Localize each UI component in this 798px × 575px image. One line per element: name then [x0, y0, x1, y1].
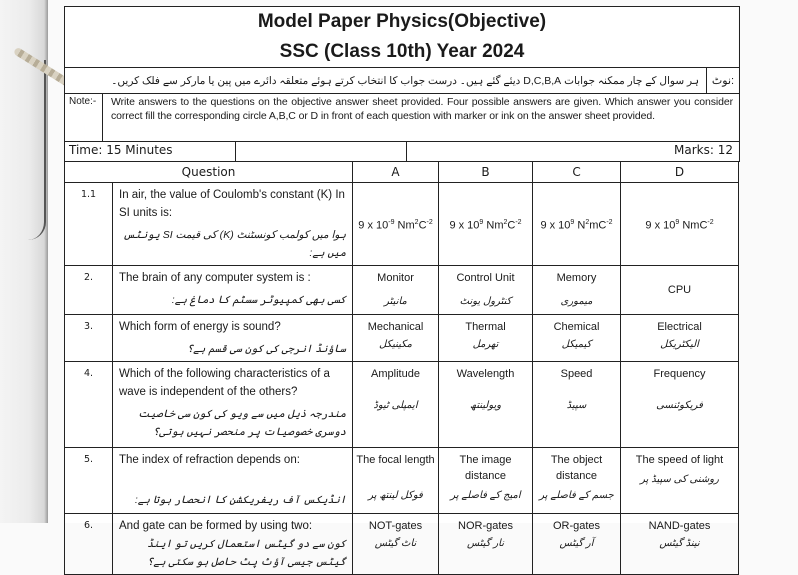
question-text	[113, 362, 353, 448]
question-urdu: ساؤنڈ انرجی کی کون سی قسم ہے؟	[187, 343, 347, 355]
option-a[interactable]: Mechanical مکینیکل	[353, 315, 439, 362]
blank-cell	[235, 142, 407, 162]
option-b[interactable]: Thermal تھرمل	[439, 315, 533, 362]
table-row	[65, 315, 739, 362]
question-text	[113, 183, 353, 266]
header-question: Question	[65, 162, 353, 183]
urdu-instructions-row	[64, 67, 740, 94]
option-d[interactable]: Electrical الیکٹریکل	[621, 315, 739, 362]
question-urdu: کسی بھی کمپیوٹر سسٹم کا دماغ ہے:	[171, 294, 347, 306]
question-english: In air, the value of Coulomb's constant (K) In SI units is:	[119, 189, 345, 219]
header-option-a: A	[353, 162, 439, 183]
question-urdu: کون سے دو گیٹس استعمال کریں تو اینڈ گیٹس جیسی آؤٹ پٹ حاصل ہو سکتی ہے؟	[147, 538, 347, 568]
question-number: 4.	[65, 362, 113, 448]
table-row	[65, 362, 739, 448]
paper-title: Model Paper Physics(Objective)	[257, 11, 547, 32]
question-number: 1.1	[65, 183, 113, 266]
option-d[interactable]: Frequency فریکوئنسی	[621, 362, 739, 448]
header-option-d: D	[621, 162, 739, 183]
question-english: The brain of any computer system is :	[119, 272, 311, 284]
note-label: Note:-	[65, 94, 103, 142]
question-number: 6.	[65, 514, 113, 575]
header-option-c: C	[533, 162, 621, 183]
option-c[interactable]: Speed سپیڈ	[533, 362, 621, 448]
option-b[interactable]: Control Unit کنٹرول یونٹ	[439, 266, 533, 315]
paper-subtitle: SSC (Class 10th) Year 2024	[279, 41, 525, 62]
question-text	[113, 266, 353, 315]
option-a[interactable]: Monitor مانیٹر	[353, 266, 439, 315]
question-english: Which form of energy is sound?	[119, 321, 281, 333]
page-curl	[28, 60, 46, 240]
question-number: 3.	[65, 315, 113, 362]
option-c[interactable]: The object distance جسم کے فاصلے پر	[533, 448, 621, 514]
question-english: The index of refraction depends on:	[119, 454, 300, 466]
option-b[interactable]: The image distance امیج کے فاصلے پر	[439, 448, 533, 514]
option-c[interactable]: Memory میموری	[533, 266, 621, 315]
option-d[interactable]: CPU	[621, 266, 739, 315]
note-row	[64, 93, 740, 142]
time-allowed: Time: 15 Minutes	[69, 143, 173, 157]
question-text	[113, 448, 353, 514]
question-urdu: ہوا میں کولمب کونسٹنٹ (K) کی قیمت SI یونٹس میں ہے:	[122, 229, 347, 259]
note-text: Write answers to the questions on the objective answer sheet provided. Four possible answers are given. Which answer you consider correct fill the corresponding circle A,B,C or D in front of each question with marker or ink on the answer sheet provided.	[111, 96, 733, 122]
urdu-note-label: نوٹ:	[706, 68, 739, 94]
table-header-row	[65, 162, 739, 183]
option-b[interactable]: Wavelength ویولینتھ	[439, 362, 533, 448]
table-row	[65, 266, 739, 315]
table-row	[65, 183, 739, 266]
question-english: Which of the following characteristics of a wave is independent of the others?	[119, 368, 330, 398]
urdu-instructions: ہر سوال کے چار ممکنہ جوابات D,C,B,A دیئے گئے ہیں۔ درست جواب کا انتخاب کرتے ہوئے متعلقہ دائرے میں پین یا مارکر سے فلک کریں۔	[111, 75, 699, 87]
option-c[interactable]: OR-gates آر گیٹس	[533, 514, 621, 575]
option-d[interactable]: The speed of light روشنی کی سپیڈ پر	[621, 448, 739, 514]
question-number: 5.	[65, 448, 113, 514]
option-a[interactable]: Amplitude ایمپلی ٹیوڈ	[353, 362, 439, 448]
option-c[interactable]: 9 x $10^9$ $N^2mC^{-2}$	[533, 183, 621, 266]
option-a[interactable]: 9 x $10^{-9}$ $Nm^2C^{-2}$	[353, 183, 439, 266]
time-marks-row	[64, 141, 740, 162]
total-marks: Marks: 12	[674, 143, 733, 157]
question-english: And gate can be formed by using two:	[119, 520, 313, 532]
questions-table	[64, 161, 739, 575]
option-a[interactable]: The focal length فوکل لینتھ پر	[353, 448, 439, 514]
title-box	[64, 6, 740, 67]
header-option-b: B	[439, 162, 533, 183]
option-b[interactable]: 9 x $10^9$ $Nm^2C^{-2}$	[439, 183, 533, 266]
exam-paper	[64, 6, 738, 568]
option-c[interactable]: Chemical کیمیکل	[533, 315, 621, 362]
table-row	[65, 448, 739, 514]
question-number: 2.	[65, 266, 113, 315]
option-a[interactable]: NOT-gates ناٹ گیٹس	[353, 514, 439, 575]
option-b[interactable]: NOR-gates نار گیٹس	[439, 514, 533, 575]
option-d[interactable]: 9 x $10^9$ NmC$^{-2}$	[621, 183, 739, 266]
option-d[interactable]: NAND-gates نینڈ گیٹس	[621, 514, 739, 575]
question-urdu: مندرجہ ذیل میں سے ویو کی کون سی خاصیت دوسری خصوصیات پر منحصر نہیں ہوتی؟	[138, 408, 347, 438]
question-urdu: انڈیکس آف ریفریکشن کا انحصار ہوتا ہے:	[134, 494, 347, 506]
question-text	[113, 315, 353, 362]
